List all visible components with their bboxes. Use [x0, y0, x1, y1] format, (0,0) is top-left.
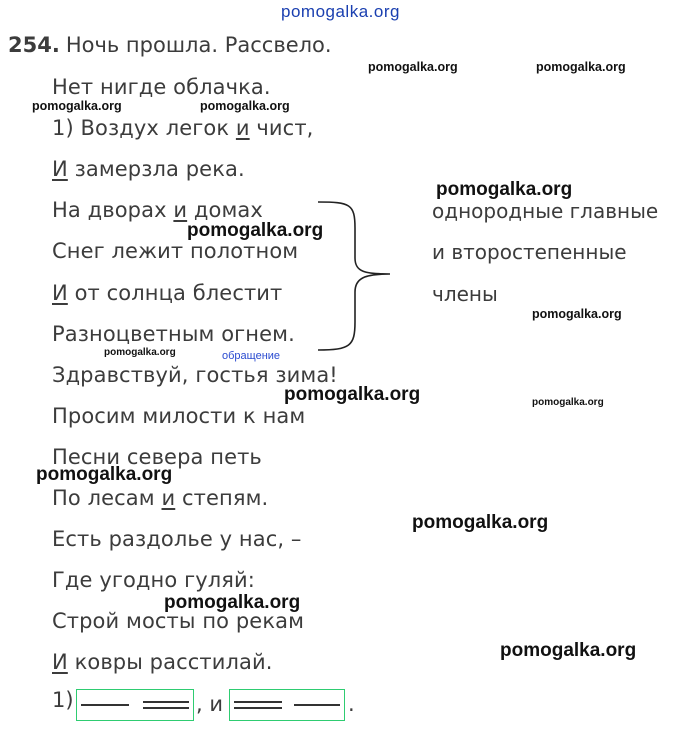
poem-line-5-prefix: На дворах [52, 198, 174, 222]
scheme-box-2 [229, 689, 345, 721]
watermark: pomogalka.org [436, 179, 573, 200]
double-underline-mark-top [234, 701, 282, 703]
poem-line-13: Есть раздолье у нас, – [52, 527, 302, 551]
scheme-prefix: 1) [52, 688, 74, 712]
annotation-line-3: члены [432, 282, 498, 306]
scheme-middle: , и [196, 692, 223, 716]
poem-line-12 [52, 486, 268, 510]
watermark: pomogalka.org [368, 60, 458, 74]
conjunction-underlined: и [173, 198, 188, 222]
poem-line-14: Где угодно гуляй: [52, 568, 255, 592]
single-underline-mark [294, 704, 340, 706]
single-underline-mark [81, 704, 129, 706]
watermark-top: pomogalka.org [281, 2, 400, 21]
exercise-title [8, 33, 332, 57]
address-note: обращение [222, 350, 281, 362]
poem-line-7-suffix: от солнца блестит [67, 281, 283, 305]
double-underline-mark-bottom [234, 707, 282, 709]
watermark: pomogalka.org [536, 60, 626, 74]
poem-line-4-suffix: замерзла река. [67, 157, 245, 181]
poem-line-11: Песни севера петь [52, 445, 262, 469]
poem-line-6: Снег лежит полотном [52, 239, 299, 263]
annotation-line-2: и второстепенные [432, 240, 627, 264]
poem-line-16-suffix: ковры расстилай. [67, 650, 273, 674]
watermark: pomogalka.org [500, 640, 637, 661]
conjunction-underlined: и [161, 486, 176, 510]
poem-line-10: Просим милости к нам [52, 404, 306, 428]
exercise-first-line: Ночь прошла. Рассвело. [65, 33, 332, 57]
watermark: pomogalka.org [532, 307, 622, 321]
poem-line-3 [52, 116, 313, 140]
poem-line-5-suffix: домах [187, 198, 263, 222]
poem-line-3-prefix: 1) Воздух легок [52, 116, 236, 140]
poem-line-2: Нет нигде облачка. [52, 75, 271, 99]
poem-line-8: Разноцветным огнем. [52, 322, 295, 346]
curly-brace-icon [310, 198, 400, 354]
poem-line-7 [52, 281, 282, 305]
scheme-box-1 [76, 689, 194, 721]
watermark: pomogalka.org [36, 464, 173, 485]
conjunction-underlined: И [52, 281, 68, 305]
poem-line-12-prefix: По лесам [52, 486, 162, 510]
conjunction-underlined: И [52, 650, 68, 674]
conjunction-underlined: и [235, 116, 250, 140]
poem-line-15: Строй мосты по рекам [52, 609, 305, 633]
poem-line-12-suffix: степям. [175, 486, 269, 510]
watermark: pomogalka.org [187, 220, 324, 241]
exercise-number: 254. [8, 33, 60, 57]
watermark: pomogalka.org [104, 347, 176, 358]
conjunction-underlined: И [52, 157, 68, 181]
watermark: pomogalka.org [200, 99, 290, 113]
poem-line-16 [52, 650, 272, 674]
watermark: pomogalka.org [284, 384, 421, 405]
watermark: pomogalka.org [32, 99, 122, 113]
poem-line-4 [52, 157, 245, 181]
annotation-line-1: однородные главные [432, 199, 659, 223]
poem-line-5 [52, 198, 263, 222]
double-underline-mark-bottom [143, 707, 189, 709]
scheme-line [52, 688, 74, 712]
watermark: pomogalka.org [164, 592, 301, 613]
poem-line-9: Здравствуй, гостья зима! [52, 363, 338, 387]
watermark: pomogalka.org [532, 397, 604, 408]
double-underline-mark-top [143, 701, 189, 703]
poem-line-3-suffix: чист, [249, 116, 314, 140]
scheme-end: . [348, 692, 355, 716]
watermark: pomogalka.org [412, 512, 549, 533]
